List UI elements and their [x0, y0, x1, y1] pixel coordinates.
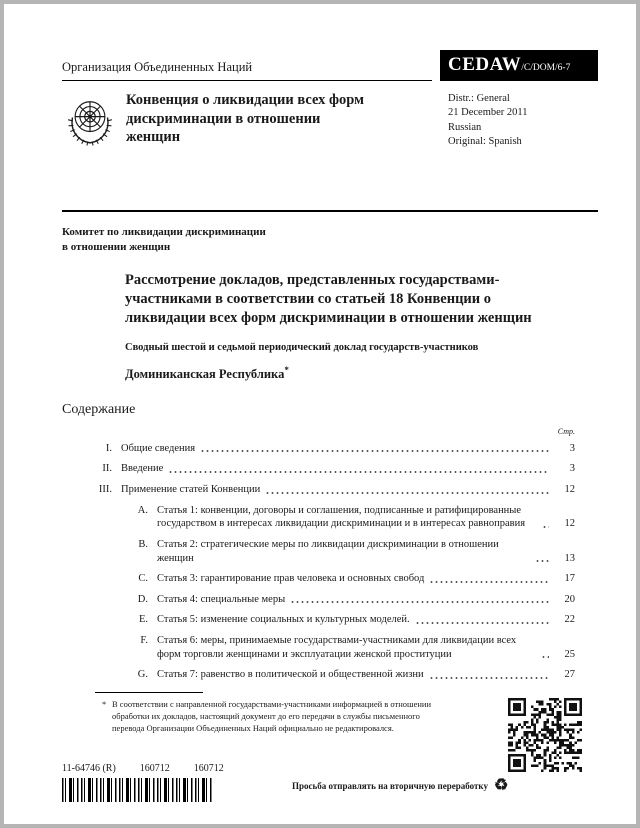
toc-item-page: 22: [564, 614, 575, 626]
toc-row: [62, 668, 575, 682]
distr-original: Original: Spanish: [448, 136, 522, 148]
toc-row: [62, 442, 575, 456]
organization-name: Организация Объединенных Наций: [62, 60, 432, 81]
toc-dot-leader: [535, 559, 549, 563]
toc-item-label: Статья 6: меры, принимаемые государствами-участниками для ликвидации всех форм торговли женщинами и эксплуатации женской проституции: [157, 635, 517, 660]
qr-code: [508, 698, 582, 777]
toc-item-number: F.: [140, 635, 148, 647]
recycle-text: Просьба отправлять на вторичную переработку: [292, 781, 488, 791]
toc-item-label: Статья 3: гарантирование прав человека и основных свобод: [157, 573, 425, 585]
distr-language: Russian: [448, 121, 482, 133]
toc-item-page: 3: [569, 463, 575, 475]
committee-line-2: в отношении женщин: [62, 240, 171, 253]
toc-item-number: A.: [137, 504, 148, 516]
toc-item-page: 3: [569, 442, 575, 454]
toc-item-label: Статья 5: изменение социальных и культурных моделей.: [157, 614, 410, 626]
distribution-block: [448, 91, 598, 154]
country-footnote-marker: *: [284, 364, 289, 375]
toc-item-label: Общие сведения: [121, 442, 196, 454]
toc-item-page: 13: [564, 552, 575, 564]
toc-item-number: I.: [105, 442, 112, 454]
committee-line-1: Комитет по ликвидации дискриминации: [62, 226, 266, 238]
toc-item-page: 20: [564, 593, 575, 605]
job-number: 11-64746 (R): [62, 763, 116, 774]
document-symbol-main: CEDAW: [448, 54, 522, 75]
country-name: [125, 365, 598, 382]
print-code-1: 160712: [139, 763, 170, 774]
toc-dot-leader: [415, 621, 549, 625]
toc-item-label: Статья 2: стратегические меры по ликвидации дискриминации в отношении женщин: [157, 538, 499, 564]
masthead-columns: [62, 91, 598, 154]
toc-dot-leader: [541, 655, 549, 659]
toc-item-number: II.: [102, 463, 112, 475]
footer-print-block: [62, 763, 224, 802]
toc-row: [62, 462, 575, 476]
report-subtitle: Сводный шестой и седьмой периодический доклад государств-участников: [125, 341, 479, 353]
distr-type: Distr.: General: [448, 93, 510, 104]
print-code-2: 160712: [193, 763, 224, 774]
page-column-header: Стр.: [557, 426, 575, 436]
toc-list: [62, 442, 598, 682]
toc-dot-leader: [290, 600, 549, 604]
barcode: [62, 778, 214, 802]
toc-dot-leader: [542, 525, 549, 529]
toc-dot-leader: [168, 470, 549, 474]
toc-item-page: 25: [564, 648, 575, 660]
document-symbol-suffix: /C/DOM/6-7: [521, 63, 571, 73]
header-divider: [62, 210, 598, 212]
toc-item-number: G.: [137, 669, 148, 681]
contents-heading: Содержание: [62, 401, 136, 417]
footnote-marker: *: [102, 699, 107, 710]
toc-item-label: Статья 4: специальные меры: [157, 593, 286, 605]
toc-item-label: Статья 1: конвенции, договоры и соглашения, подписанные и ратифицированные государством в интересах ликвидации дискриминации и в интересах равноправия: [157, 504, 526, 530]
report-title: Рассмотрение докладов, представленных государствами-участниками в соответствии со статьей 18 Конвенции о ликвидации всех форм дискриминации в отношении женщин: [125, 272, 532, 326]
document-page: [4, 4, 636, 824]
committee-name: [62, 225, 598, 254]
footnote-text: В соответствии с направленной государствами-участниками информацией в отношении обработки их докладов, настоящий документ до его передачи в службы письменного перевода Организации Объединенных Наций официально не редактировался.: [112, 699, 432, 734]
footnote-divider: [95, 692, 203, 693]
toc-dot-leader: [429, 676, 549, 680]
toc-item-number: B.: [138, 538, 148, 550]
toc-item-number: E.: [138, 614, 148, 626]
recycle-icon: ♻: [493, 777, 509, 794]
toc-item-label: Применение статей Конвенции: [121, 484, 261, 495]
toc-row: [62, 483, 575, 497]
job-number-line: [62, 763, 224, 774]
toc-row: [62, 538, 575, 565]
document-symbol-box: [440, 50, 598, 81]
toc-row: [62, 593, 575, 607]
toc-row: [62, 613, 575, 627]
toc-row: [62, 504, 575, 531]
toc-row: [62, 572, 575, 586]
toc-row: [62, 634, 575, 661]
masthead: [62, 50, 598, 81]
convention-title: Конвенция о ликвидации всех форм дискриминации в отношении женщин: [126, 92, 365, 146]
toc-item-label: Введение: [121, 463, 164, 475]
toc-dot-leader: [429, 580, 549, 584]
toc-item-page: 27: [564, 669, 575, 681]
country-label: Доминиканская Республика: [125, 366, 285, 381]
toc-item-page: 12: [564, 518, 575, 530]
toc-item-number: C.: [138, 573, 148, 585]
toc-item-page: 17: [564, 573, 575, 585]
toc-item-number: D.: [137, 593, 148, 605]
toc-dot-leader: [265, 491, 549, 495]
toc-item-number: III.: [98, 484, 112, 495]
recycle-note: [292, 778, 508, 794]
toc-item-label: Статья 7: равенство в политической и общественной жизни: [157, 669, 424, 681]
un-emblem-icon: [62, 91, 126, 154]
toc-item-page: 12: [564, 484, 575, 495]
distr-date: 21 December 2011: [448, 107, 528, 119]
toc-dot-leader: [200, 449, 549, 453]
